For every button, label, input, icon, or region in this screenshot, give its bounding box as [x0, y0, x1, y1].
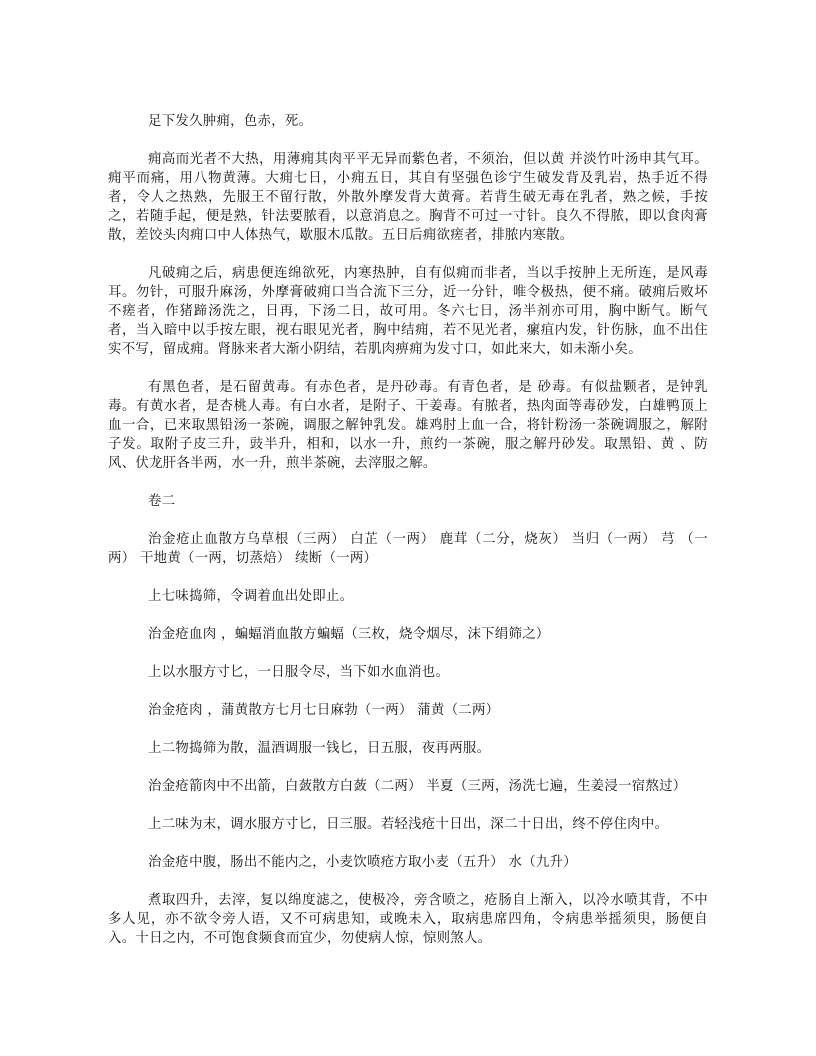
paragraph-13: 上二味为末，调水服方寸匕，日三服。若轻浅疮十日出，深二十日出，终不停住肉中。 — [148, 817, 669, 832]
paragraph-1: 足下发久肿痈，色赤，死。 — [148, 114, 313, 129]
paragraph-6: 治金疮止血散方乌草根（三两） 白芷（一两） 鹿茸（二分，烧灰） 当归（一两） 芎 （一两） 干地黄（一两，切蒸焙） 续断（一两） — [108, 532, 708, 566]
document-body — [108, 112, 708, 948]
paragraph-4: 有黑色者，是石留黄毒。有赤色者，是丹砂毒。有青色者，是 砂毒。有似盐颗者，是钟乳毒。有黄水者，是杏桃人毒。有白水者，是附子、干姜毒。有脓者，热肉面等毒砂发，白雄鸭顶上血一合，已来取黑铅汤一茶碗，调服之解钟乳发。雄鸡肘上血一合，将针粉汤一茶碗调服之，解附子发。取附子皮三升，豉半升，相和，以水一升，煎约一茶碗，服之解丹砂发。取黑铅、黄 、防风、伏龙肝各半两，水一升，煎半茶碗，去滓服之解。 — [108, 380, 708, 471]
paragraph-14: 治金疮中腹，肠出不能内之，小麦饮喷疮方取小麦（五升） 水（九升） — [148, 855, 577, 870]
section-heading: 卷二 — [148, 494, 176, 509]
paragraph-12: 治金疮箭肉中不出箭，白蔹散方白蔹（二两） 半夏（三两，汤洗七遍，生姜浸一宿熬过） — [148, 779, 687, 794]
paragraph-15: 煮取四升，去滓，复以绵度滤之，使极冷，旁含喷之，疮肠自上渐入，以冷水喷其背，不中多人见，亦不欲令旁人语，又不可病患知，或晚未入，取病患席四角，令病患举摇须臾，肠便自入。十日之内，不可饱食频食而宜少，勿使病人惊，惊则煞人。 — [108, 893, 708, 946]
paragraph-3: 凡破痈之后，病患便连绵欲死，内寒热肿，自有似痈而非者，当以手按肿上无所连，是风毒耳。勿针，可服升麻汤，外摩膏破痈口当合流下三分，近一分针，唯令极热，便不痛。破痈后败坏不瘥者，作猪蹄汤洗之，日再，下汤二日，故可用。冬六七日，汤半剂亦可用，胸中断气。断气者，当入暗中以手按左眼，视右眼见光者，胸中结痈，若不见光者，瘰疽内发，针伤脉，血不出住实不写，留成痈。肾脉来者大渐小阴结，若肌肉痹痈为发寸口，如此来大，如未渐小矣。 — [108, 266, 708, 357]
paragraph-8: 治金疮血肉 ，蝙蝠消血散方蝙蝠（三枚，烧令烟尽，沫下绢筛之） — [148, 627, 550, 642]
paragraph-9: 上以水服方寸匕，一日服令尽，当下如水血消也。 — [148, 665, 450, 680]
paragraph-7: 上七味捣筛，令调着血出处即止。 — [148, 589, 354, 604]
paragraph-2: 痈高而光者不大热，用薄痈其肉平平无异而紫色者，不须治，但以黄 并淡竹叶汤申其气耳。痈平而痛，用八物黄薄。大痈七日，小痈五日，其自有坚强色诊宁生破发背及乳岩，热手近不得者，令人之热熟，先服王不留行散，外散外摩发背大黄膏。若背生破无毒在乳者，熟之候，手按之，若随手起，便是熟，针法要脓看，以意消息之。胸背不可过一寸针。良久不得脓，即以食肉膏散，差饺头肉痈口中人体热气，歇服木瓜散。五日后痈欲瘥者，排脓内寒散。 — [108, 152, 708, 243]
paragraph-11: 上二物捣筛为散，温酒调服一钱匕，日五服，夜再两服。 — [148, 741, 491, 756]
paragraph-10: 治金疮肉 ，蒲黄散方七月七日麻勃（一两） 蒲黄（二两） — [148, 703, 500, 718]
